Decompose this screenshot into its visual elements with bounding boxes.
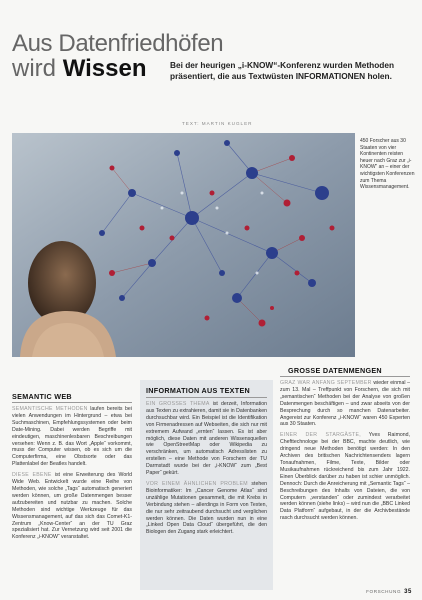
paragraph [12, 406, 132, 468]
column-datenmengen [280, 380, 410, 526]
section-title-information: INFORMATION AUS TEXTEN [146, 386, 251, 395]
paragraph-lead: SEMANTISCHE METHODEN [12, 406, 88, 412]
paragraph-lead: GRAZ WAR ANFANG SEPTEMBER [280, 380, 372, 386]
paragraph-body: stehen Bioinformatiker: Im „Cancer Genome Atlas“ sind unzählige Mutationen gesammelt, die mit Krebs in Verbindung stehen – allerdings in Form von Texten, die nur sehr zeitraubend durchsucht und verglichen werden können. Die Daten wurden nun in eine „Linked Open Data Cloud“ übergeführt, die den Biologen den Zugang stark erleichtert. [146, 480, 267, 536]
paragraph [146, 401, 267, 477]
byline: TEXT: MARTIN KUGLER [182, 121, 253, 126]
section-rule [280, 376, 410, 377]
deck-text: Bei der heurigen „i-KNOW“-Konferenz wurden Methoden präsentiert, die aus Textwüsten INFORMATIONEN holen. [170, 60, 395, 81]
paragraph [146, 481, 267, 536]
column-semantic-web [12, 406, 132, 545]
page-number: 35 [404, 589, 412, 595]
paragraph-lead: EINER DER STARGÄSTE, [280, 432, 361, 439]
paragraph-body: ist derzeit, Information aus Texten zu extrahieren, damit sie in Datenbanken durchsuchbar wird. Ein Beispiel ist die Identifikation von Firmenadressen auf Webseiten, die sich nur mit extremem Aufwand „ernten“ lassen. Es ist aber möglich, diese Daten mit anderen Wissensquellen wie OpenStreetMap oder Wikipedia zu verschränken, um automatisch Adresslisten zu erstellen – eine Methode von Forschern der TU Darmstadt wurde bei der „i-KNOW“ zum „Best Paper“ gekürt. [146, 401, 267, 477]
paragraph-body: laufen bereits bei vielen Anwendungen im Hintergrund – etwa bei Suchmaschinen, Empfehlungssystemen oder beim Date-Mining. Dabei werden Begriffe mit eindeutigen, maschinenlesbaren Beschreibungen versehen: Wenn z. B. das Wort „Apple“ vorkommt, muss der Computer wissen, ob es sich um die Computerfirma, eine Obstsorte oder das Plattenlabel der Beatles handelt. [12, 406, 132, 468]
headline-line-1: Aus Datenfriedhöfen [12, 30, 224, 57]
column-information [146, 401, 267, 540]
paragraph-body: wieder einmal – zum 13. Mal – Treffpunkt von Forschern, die sich mit „semantischen“ Methoden bei der Analyse von großen Datenmengen beschäftigen – und zwar abseits von der Besprechung durch so manchen Datenarbeiter. Angereist zur Konferenz „i-KNOW“ waren 450 Experten aus 30 Staaten. [280, 380, 410, 428]
paragraph [280, 432, 410, 522]
page-footer [366, 589, 412, 595]
section-title-semantic-web: SEMANTIC WEB [12, 392, 72, 401]
headline-word-bold: Wissen [62, 55, 147, 82]
network-visualization-image [12, 133, 355, 357]
section-rule [146, 397, 267, 398]
photo-caption: 450 Forscher aus 30 Staaten von vier Kontinenten reisten heuer nach Graz zur „i-KNOW“ an – einer der wichtigsten Konferenzen zum Thema Wissensmanagement. [360, 138, 415, 191]
paragraph-lead: VOR EINEM ÄHNLICHEN PROBLEM [146, 480, 248, 487]
headline [12, 30, 224, 82]
section-title-datenmengen: GROSSE DATENMENGEN [288, 366, 382, 375]
section-rule [12, 402, 132, 403]
headline-word-light: wird [12, 55, 57, 82]
paragraph [12, 472, 132, 541]
footer-section: FORSCHUNG [366, 589, 402, 594]
paragraph [280, 380, 410, 428]
hero-photo [12, 133, 355, 357]
paragraph-body: ist eine Erweiterung des World Wide Web. Entwickelt wurde eine Reihe von Methoden, wie solche „Tags“ automatisch generiert werden können, um große Datenmengen besser aufzubereiten und nutzbar zu machen. Solche Methoden sind wichtige Werkzeuge für das Wissensmanagement, auf das sich das Comet-K1-Zentrum „Know-Center“ an der TU Graz spezialisiert hat. Zur Vernetzung wird seit 2001 die Konferenz „i-KNOW“ veranstaltet. [12, 472, 132, 541]
paragraph-lead: DIESE EBENE [12, 472, 52, 479]
paragraph-lead: EIN GROSSES THEMA [146, 401, 210, 407]
paragraph-body: Yves Raimond, Chefttechnologe bei der BBC, machte deutlich, wie dringend neue Methoden benötigt werden: In den Archiven des britischen Nachrichtensenders lagern Tonaufnahmen, Filme, Texte, Bilder oder Musikaufnahmen rückreichend bis zum Jahr 1922. Einen Überblick darüber zu haben ist schier unmöglich. Dennoch: Durch die Anreicherung mit „Semantic Tags“ – Beschreibungen des Inhalts von Dateien, die von Computern „verstanden“ oder zumindest verarbeitet werden können (siehe links) – wird nun die „BBC Linked Data Platform“ aufgebaut, in der die Archivbestände rasch durchsucht werden können. [280, 432, 410, 522]
headline-line-2 [12, 56, 162, 82]
